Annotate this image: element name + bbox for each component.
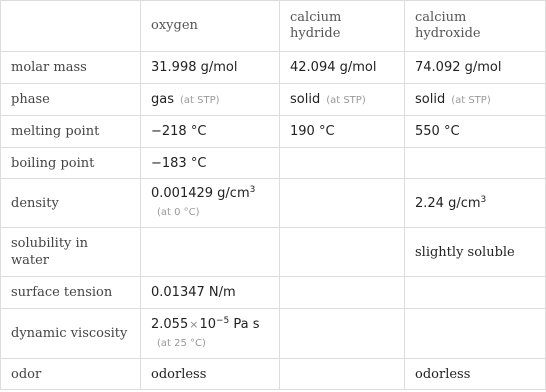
density-value: 2.24 g/cm xyxy=(415,195,481,211)
cell-oxygen-density xyxy=(141,179,280,228)
header-oxygen: oxygen xyxy=(141,1,280,52)
table-row-boiling-point xyxy=(1,148,546,179)
row-label-solubility: solubility in water xyxy=(1,228,141,277)
cell-calcium-hydride-molar-mass: 42.094 g/mol xyxy=(280,52,405,84)
header-corner xyxy=(1,1,141,52)
table-row-density xyxy=(1,179,546,228)
cell-calcium-hydroxide-melting-point: 550 °C xyxy=(405,116,546,148)
phase-value: solid xyxy=(290,91,321,107)
phase-note: (at STP) xyxy=(326,94,366,106)
cell-oxygen-phase xyxy=(141,84,280,116)
cell-oxygen-molar-mass: 31.998 g/mol xyxy=(141,52,280,84)
cell-calcium-hydride-density xyxy=(280,179,405,228)
header-row xyxy=(1,1,546,52)
density-value: 0.001429 g/cm xyxy=(151,186,250,201)
row-label-odor: odor xyxy=(1,359,141,390)
cell-calcium-hydroxide-solubility: slightly soluble xyxy=(405,228,546,277)
row-label-surface-tension: surface tension xyxy=(1,277,141,309)
phase-note: (at STP) xyxy=(180,94,220,106)
cell-oxygen-surface-tension: 0.01347 N/m xyxy=(141,277,280,309)
row-label-dynamic-viscosity: dynamic viscosity xyxy=(1,309,141,359)
cell-oxygen-dynamic-viscosity xyxy=(141,309,280,359)
phase-value: solid xyxy=(415,91,446,107)
row-label-melting-point: melting point xyxy=(1,116,141,148)
density-note: (at 0 °C) xyxy=(157,207,200,218)
cell-calcium-hydroxide-surface-tension xyxy=(405,277,546,309)
cell-oxygen-boiling-point: −183 °C xyxy=(141,148,280,179)
cell-calcium-hydroxide-boiling-point xyxy=(405,148,546,179)
cell-calcium-hydride-melting-point: 190 °C xyxy=(280,116,405,148)
cell-calcium-hydride-dynamic-viscosity xyxy=(280,309,405,359)
table-row-solubility xyxy=(1,228,546,277)
viscosity-note: (at 25 °C) xyxy=(157,337,206,349)
cell-calcium-hydride-odor xyxy=(280,359,405,390)
cell-calcium-hydride-phase xyxy=(280,84,405,116)
viscosity-mantissa: 2.055 xyxy=(151,316,189,332)
viscosity-exponent: −5 xyxy=(215,315,230,326)
table-row-phase xyxy=(1,84,546,116)
cell-calcium-hydroxide-odor: odorless xyxy=(405,359,546,390)
phase-note: (at STP) xyxy=(451,94,491,106)
table-row-surface-tension xyxy=(1,277,546,309)
phase-value: gas xyxy=(151,91,174,107)
row-label-boiling-point: boiling point xyxy=(1,148,141,179)
cell-calcium-hydroxide-dynamic-viscosity xyxy=(405,309,546,359)
times-sign: × xyxy=(189,317,199,331)
header-calcium-hydride: calcium hydride xyxy=(280,1,405,52)
cell-calcium-hydride-solubility xyxy=(280,228,405,277)
cell-oxygen-solubility xyxy=(141,228,280,277)
table-row-dynamic-viscosity xyxy=(1,309,546,359)
cell-oxygen-melting-point: −218 °C xyxy=(141,116,280,148)
row-label-phase: phase xyxy=(1,84,141,116)
density-exponent: 3 xyxy=(249,185,256,195)
header-calcium-hydroxide: calcium hydroxide xyxy=(405,1,546,52)
row-label-density: density xyxy=(1,179,141,228)
cell-oxygen-odor: odorless xyxy=(141,359,280,390)
cell-calcium-hydroxide-density xyxy=(405,179,546,228)
table-row-molar-mass xyxy=(1,52,546,84)
table-row-odor xyxy=(1,359,546,390)
viscosity-unit: Pa s xyxy=(233,316,260,332)
cell-calcium-hydride-boiling-point xyxy=(280,148,405,179)
row-label-molar-mass: molar mass xyxy=(1,52,141,84)
table-row-melting-point xyxy=(1,116,546,148)
cell-calcium-hydride-surface-tension xyxy=(280,277,405,309)
density-exponent: 3 xyxy=(480,194,487,205)
cell-calcium-hydroxide-molar-mass: 74.092 g/mol xyxy=(405,52,546,84)
cell-calcium-hydroxide-phase xyxy=(405,84,546,116)
viscosity-base: 10 xyxy=(199,316,216,332)
